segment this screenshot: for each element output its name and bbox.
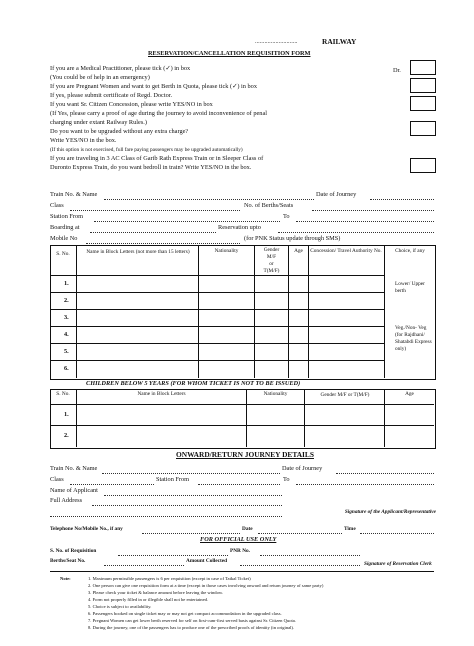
onward-class-label: Class — [50, 476, 64, 483]
col-gender-1: Gender — [263, 247, 280, 253]
note-8: 8. During the journey, one of the passengers has to produce one of the prescribed proofs of identity (in original). — [88, 625, 295, 630]
instruction-pregnant: If you are Pregnant Women and want to get Berth in Quota, please tick (✓) in box — [50, 83, 257, 90]
passenger-row-4: 4. — [64, 331, 69, 338]
official-use-title: FOR OFFICIAL USE ONLY — [200, 536, 277, 543]
telephone-label: Telephone No/Mobile No., if any — [50, 526, 123, 532]
railway-heading: RAILWAY — [322, 37, 357, 46]
class-label: Class — [50, 202, 64, 209]
full-address-field-2[interactable] — [50, 516, 282, 517]
note-2: 2. One person can give one requisition form at a time (except in those cases involving onward and return journey of same party) — [88, 583, 324, 588]
choice-lower-upper: Lower/ Upper berth — [395, 281, 425, 295]
col-concession: Concession/ Travel Authority No. — [310, 248, 382, 254]
note-3: 3. Please check your ticket & balance amount before leaving the window. — [88, 590, 224, 595]
onward-title: ONWARD/RETURN JOURNEY DETAILS — [176, 450, 314, 459]
onward-station-from-label: Station From — [156, 476, 190, 483]
onward-station-from-field[interactable] — [198, 484, 280, 485]
station-from-label: Station From — [50, 213, 84, 220]
passenger-row-6: 6. — [64, 365, 69, 372]
note-7: 7. Pregnant Women can get lower berth reserved for self on first-cum-first served basis against Sr. Citizen Quota. — [88, 618, 296, 623]
instruction-upgrade-note: (If this option is not exercised, full fare paying passengers may be upgraded automatically) — [50, 147, 243, 153]
col-gender-2: M/F — [266, 254, 277, 260]
time-field[interactable] — [360, 533, 434, 534]
amount-collected-label: Amount Collected — [186, 558, 228, 564]
berths-seat-field[interactable] — [104, 565, 184, 566]
class-field[interactable] — [70, 210, 240, 211]
instruction-emergency: (You could be of help in an emergency) — [50, 74, 150, 81]
instruction-senior-citizen: If you want Sr. Citizen Concession, please write YES/NO in box — [50, 101, 213, 108]
col-choice: Choice, if any — [395, 248, 425, 254]
passenger-row-3: 3. — [64, 314, 69, 321]
choice-veg: Veg./Non- Veg (for Rajdhani/ Shatabdi Express only) — [395, 325, 432, 353]
boarding-field[interactable] — [90, 232, 216, 233]
train-label: Train No. & Name — [50, 191, 98, 198]
reservation-clerk-signature: Signature of Reservation Clerk — [364, 561, 432, 567]
dr-label: Dr. — [393, 67, 401, 74]
pnr-field[interactable] — [260, 555, 360, 556]
child-col-nationality: Nationality — [263, 391, 288, 397]
col-sno: S. No. — [56, 251, 70, 257]
berths-seat-label: Berths/Seat No. — [50, 558, 86, 564]
child-col-name: Name in Block Letters — [137, 391, 186, 397]
date-of-journey-field[interactable] — [370, 199, 434, 200]
passenger-row-1: 1. — [64, 280, 69, 287]
station-to-label: To — [283, 213, 290, 220]
onward-to-label: To — [283, 476, 290, 483]
pnr-label: PNR No. — [230, 548, 251, 554]
reservation-upto-label: Reservation upto — [218, 224, 261, 231]
senior-citizen-box[interactable] — [410, 96, 436, 111]
instruction-penal-charging: charging under extant Railway Rules.) — [50, 119, 147, 126]
col-nationality: Nationality — [214, 248, 239, 254]
date-of-journey-label: Date of Journey — [316, 191, 357, 198]
instruction-certificate: If yes, please submit certificate of Regd. Doctor. — [50, 92, 173, 99]
onward-to-field[interactable] — [296, 484, 434, 485]
station-from-field[interactable] — [94, 221, 280, 222]
instruction-garib-rath: If you are traveling in 3 AC Class of Garib Rath Express Train or in Sleeper Class of — [50, 155, 264, 162]
onward-date-label: Date of Journey — [282, 465, 323, 472]
requisition-label: S. No. of Requisition — [50, 548, 97, 554]
note-4: 4. Form not properly filled in or illegible shall not be entertained. — [88, 597, 209, 602]
bedroll-box[interactable] — [410, 158, 436, 173]
requisition-field[interactable] — [118, 555, 228, 556]
amount-collected-field[interactable] — [240, 565, 360, 566]
applicant-name-field[interactable] — [104, 495, 282, 496]
applicant-name-label: Name of Applicant — [50, 487, 98, 494]
col-age: Age — [294, 248, 303, 254]
boarding-label: Boarding at — [50, 224, 80, 231]
date-field[interactable] — [258, 533, 342, 534]
railway-dots: ........................... — [255, 38, 298, 45]
upgrade-box[interactable] — [410, 121, 436, 136]
train-field[interactable] — [104, 199, 314, 200]
instruction-write-yes-no: Write YES/NO in the box. — [50, 137, 117, 144]
instruction-proof-of-age: (If Yes, please carry a proof of age during the journey to avoid inconvenience of penal — [50, 110, 267, 117]
reservation-upto-field[interactable] — [278, 232, 434, 233]
pnk-note: (for PNK Status update through SMS) — [244, 235, 341, 242]
col-gender-3: or — [269, 261, 274, 267]
full-address-label: Full Address — [50, 497, 83, 504]
instruction-bedroll: Duronto Express Train, do you want bedroll in train? Write YES/NO in the box. — [50, 164, 252, 171]
mobile-field[interactable] — [86, 243, 240, 244]
telephone-field[interactable] — [142, 533, 240, 534]
passenger-row-5: 5. — [64, 348, 69, 355]
onward-date-field[interactable] — [336, 473, 434, 474]
child-col-sno: S. No. — [56, 391, 70, 397]
applicant-signature-label: Signature of the Applicant/Representative — [344, 509, 436, 515]
note-1: 1. Maximum permissible passengers is 6 per requisition (except in case of Tatkal Ticket) — [88, 576, 251, 581]
col-name: Name in Block Letters (not more than 15 letters) — [86, 249, 190, 255]
mobile-label: Mobile No — [50, 235, 78, 242]
note-6: 6. Passengers booked on single ticket may or may not get compact accommodation in the upgraded class. — [88, 611, 282, 616]
child-row-1: 1. — [64, 411, 69, 418]
date-label: Date — [242, 526, 253, 532]
form-title: RESERVATION/CANCELLATION REQUISITION FORM — [148, 50, 311, 57]
instruction-upgrade: Do you want to be upgraded without any extra charge? — [50, 128, 189, 135]
col-gender-4: T(M/F) — [263, 268, 280, 274]
note-5: 5. Choice is subject to availability. — [88, 604, 152, 609]
children-table-title: CHILDREN BELOW 5 YEARS (FOR WHOM TICKET IS NOT TO BE ISSUED) — [86, 380, 301, 387]
full-address-field[interactable] — [92, 505, 282, 506]
onward-class-field[interactable] — [70, 484, 154, 485]
berths-field[interactable] — [312, 210, 434, 211]
child-row-2: 2. — [64, 432, 69, 439]
medical-practitioner-checkbox[interactable] — [410, 60, 436, 75]
instruction-medical: If you are a Medical Practitioner, please tick (✓) in box — [50, 65, 191, 72]
pregnant-quota-checkbox[interactable] — [410, 78, 436, 93]
passenger-row-2: 2. — [64, 297, 69, 304]
time-label: Time — [344, 526, 356, 532]
station-to-field[interactable] — [296, 221, 434, 222]
notes-label: Note: — [60, 576, 71, 581]
child-col-age: Age — [405, 391, 414, 397]
berths-label: No. of Berths/Seats — [244, 202, 294, 209]
child-col-gender: Gender M/F or T(M/F) — [320, 392, 370, 398]
onward-train-field[interactable] — [102, 473, 280, 474]
onward-train-label: Train No. & Name — [50, 465, 98, 472]
